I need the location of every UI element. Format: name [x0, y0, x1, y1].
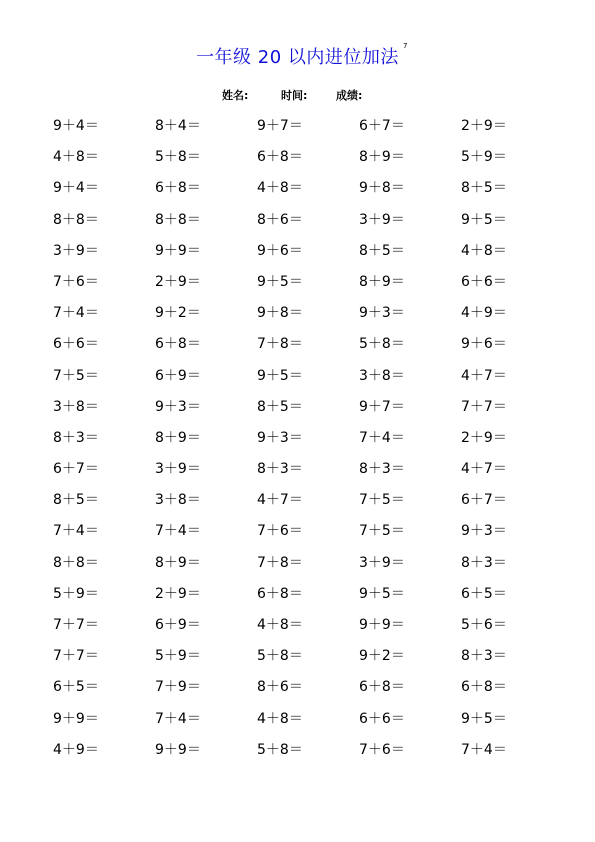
problem-item: 9＋4＝: [53, 180, 99, 197]
problem-item: 6＋8＝: [461, 679, 507, 696]
problem-item: 6＋8＝: [257, 585, 303, 602]
problem-item: 7＋4＝: [53, 305, 99, 322]
problem-item: 8＋3＝: [53, 429, 99, 446]
corner-mark: 7: [402, 42, 408, 50]
problem-item: 9＋5＝: [461, 211, 507, 228]
problem-item: 7＋4＝: [155, 710, 201, 727]
problem-item: 7＋9＝: [155, 679, 201, 696]
problem-item: 8＋8＝: [53, 554, 99, 571]
problem-item: 5＋8＝: [359, 336, 405, 353]
problem-item: 6＋7＝: [461, 492, 507, 509]
problem-item: 7＋5＝: [359, 523, 405, 540]
problem-item: 6＋8＝: [257, 149, 303, 166]
name-label: 姓名:: [222, 89, 249, 102]
problem-item: 4＋8＝: [257, 180, 303, 197]
problem-item: 6＋8＝: [155, 336, 201, 353]
problem-item: 9＋9＝: [155, 741, 201, 758]
problem-item: 6＋6＝: [461, 273, 507, 290]
problem-item: 8＋5＝: [257, 398, 303, 415]
problem-item: 8＋5＝: [461, 180, 507, 197]
problem-item: 7＋4＝: [359, 429, 405, 446]
problem-item: 4＋9＝: [461, 305, 507, 322]
problem-item: 9＋8＝: [359, 180, 405, 197]
problem-item: 9＋6＝: [461, 336, 507, 353]
problem-item: 7＋7＝: [461, 398, 507, 415]
problem-item: 8＋9＝: [155, 554, 201, 571]
problem-item: 6＋7＝: [359, 118, 405, 134]
problem-item: 4＋8＝: [257, 617, 303, 633]
problem-item: 6＋9＝: [155, 617, 201, 633]
problem-item: 6＋5＝: [461, 585, 507, 602]
problem-item: 3＋9＝: [359, 211, 405, 228]
problem-item: 5＋8＝: [155, 149, 201, 166]
problem-item: 8＋9＝: [359, 149, 405, 166]
problem-item: 7＋5＝: [359, 492, 405, 509]
problem-item: 6＋9＝: [155, 367, 201, 384]
problem-item: 4＋7＝: [257, 492, 303, 509]
problem-item: 9＋9＝: [53, 710, 99, 727]
problem-item: 4＋8＝: [461, 242, 507, 259]
problem-item: 7＋8＝: [257, 554, 303, 571]
problem-item: 4＋9＝: [53, 741, 99, 758]
problem-item: 6＋8＝: [155, 180, 201, 197]
problem-item: 7＋4＝: [155, 523, 201, 540]
problem-item: 8＋9＝: [155, 429, 201, 446]
problem-item: 4＋8＝: [257, 710, 303, 727]
time-label: 时间:: [281, 89, 308, 102]
problem-item: 8＋5＝: [359, 242, 405, 259]
problem-item: 6＋6＝: [53, 336, 99, 353]
problem-item: 6＋7＝: [53, 461, 99, 478]
problem-item: 8＋8＝: [155, 211, 201, 228]
problem-item: 9＋3＝: [359, 305, 405, 322]
problem-item: 7＋4＝: [53, 523, 99, 540]
problem-item: 8＋8＝: [53, 211, 99, 228]
problem-item: 9＋7＝: [359, 398, 405, 415]
problem-item: 7＋6＝: [359, 741, 405, 758]
problem-item: 5＋6＝: [461, 617, 507, 633]
problem-item: 7＋8＝: [257, 336, 303, 353]
problem-item: 9＋7＝: [257, 118, 303, 134]
problem-item: 9＋5＝: [257, 273, 303, 290]
problem-item: 9＋9＝: [359, 617, 405, 633]
page-title: [196, 42, 408, 70]
problem-item: 5＋9＝: [53, 585, 99, 602]
problem-item: 8＋3＝: [359, 461, 405, 478]
problem-item: 7＋7＝: [53, 648, 99, 665]
problem-item: 9＋9＝: [155, 242, 201, 259]
problem-item: 8＋6＝: [257, 679, 303, 696]
problem-item: 5＋9＝: [461, 149, 507, 166]
title-container: [0, 42, 595, 70]
problem-item: 3＋9＝: [53, 242, 99, 259]
problem-item: 7＋4＝: [461, 741, 507, 758]
problem-item: 4＋7＝: [461, 461, 507, 478]
score-label: 成绩:: [336, 89, 363, 102]
problem-item: 7＋5＝: [53, 367, 99, 384]
problem-item: 9＋4＝: [53, 118, 99, 134]
problem-item: 9＋2＝: [155, 305, 201, 322]
problem-item: 3＋8＝: [359, 367, 405, 384]
problem-item: 9＋5＝: [461, 710, 507, 727]
problem-item: 6＋6＝: [359, 710, 405, 727]
student-info-line: [222, 89, 362, 103]
problem-item: 9＋8＝: [257, 305, 303, 322]
problem-item: 9＋3＝: [461, 523, 507, 540]
problem-item: 6＋5＝: [53, 679, 99, 696]
problem-item: 8＋3＝: [461, 554, 507, 571]
problem-item: 8＋3＝: [257, 461, 303, 478]
problem-item: 8＋6＝: [257, 211, 303, 228]
problem-item: 2＋9＝: [461, 118, 507, 134]
problem-item: 5＋8＝: [257, 741, 303, 758]
problem-grid: [53, 116, 541, 771]
problem-item: 9＋5＝: [257, 367, 303, 384]
problem-item: 9＋6＝: [257, 242, 303, 259]
problem-item: 6＋8＝: [359, 679, 405, 696]
problem-item: 9＋5＝: [359, 585, 405, 602]
problem-item: 3＋9＝: [155, 461, 201, 478]
problem-item: 4＋8＝: [53, 149, 99, 166]
problem-item: 8＋3＝: [461, 648, 507, 665]
problem-item: 5＋9＝: [155, 648, 201, 665]
problem-item: 7＋6＝: [53, 273, 99, 290]
problem-item: 3＋9＝: [359, 554, 405, 571]
problem-item: 2＋9＝: [155, 585, 201, 602]
problem-item: 7＋7＝: [53, 617, 99, 633]
problem-item: 5＋8＝: [257, 648, 303, 665]
problem-item: 9＋3＝: [257, 429, 303, 446]
problem-item: 7＋6＝: [257, 523, 303, 540]
problem-item: 9＋3＝: [155, 398, 201, 415]
problem-item: 9＋2＝: [359, 648, 405, 665]
problem-item: 8＋5＝: [53, 492, 99, 509]
problem-item: 3＋8＝: [155, 492, 201, 509]
problem-item: 3＋8＝: [53, 398, 99, 415]
problem-item: 2＋9＝: [461, 429, 507, 446]
title-text: 一年级 20 以内进位加法: [196, 47, 399, 68]
problem-item: 4＋7＝: [461, 367, 507, 384]
problem-item: 2＋9＝: [155, 273, 201, 290]
problem-item: 8＋4＝: [155, 118, 201, 134]
problem-item: 8＋9＝: [359, 273, 405, 290]
